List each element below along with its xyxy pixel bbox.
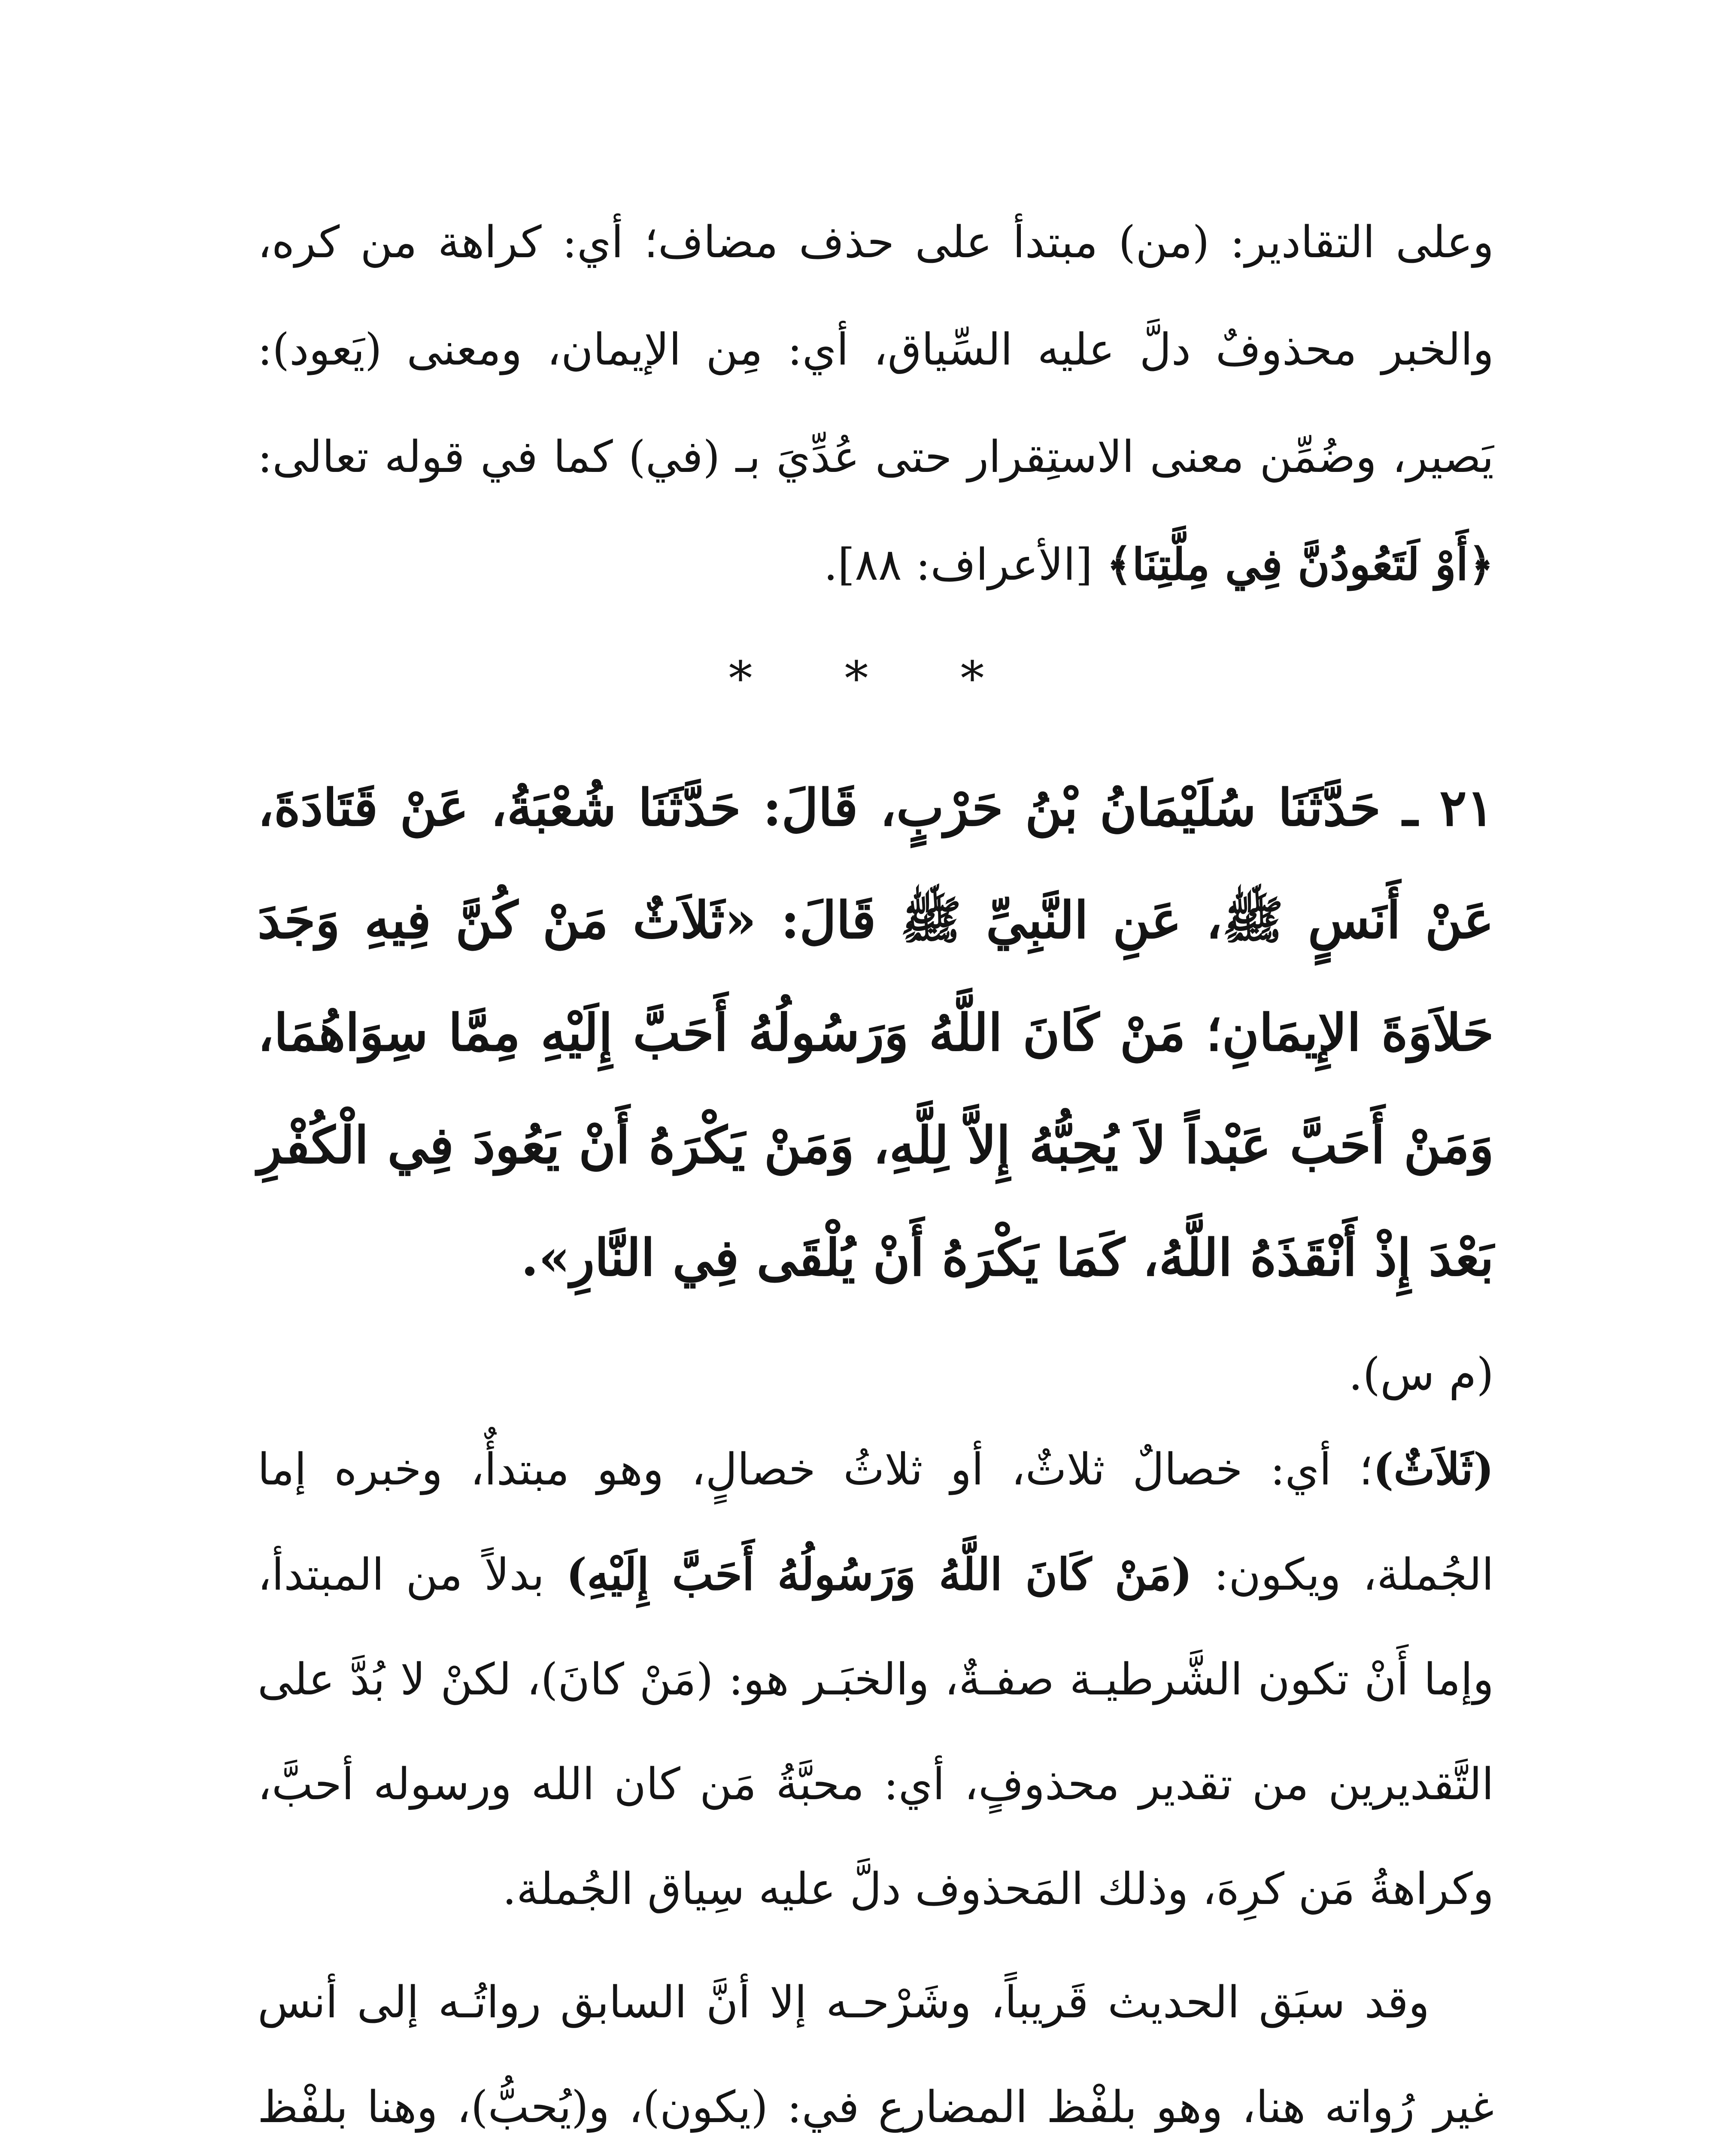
commentary-text-b: بدلاً من المبتدأ، وإما أَنْ تكون الشَّرطيـة صفـةٌ، والخبَـر هو: (مَنْ كانَ)، لكنْ لا بُدَّ على التَّقديرين من تقدير محذوفٍ، أي: محبَّةُ مَن كان الله ورسوله أحبَّ، وكراهةُ مَن كرِهَ، وذلك المَحذوف دلَّ عليه سِياق الجُملة. <box>258 1549 1494 1915</box>
commentary-term: (ثَلاَثٌ) <box>1373 1444 1494 1495</box>
commentary-block <box>258 1417 1494 2147</box>
commentary-paragraph-2: وقد سبَق الحديث قَريباً، وشَرْحـه إلا أنَّ السابق رواتُـه إلى أنس غير رُواته هنا، وهو بلفْظ المضارع في: (يكون)، و(يُحبُّ)، وهنا بلفْظ <box>258 1977 1494 2133</box>
commentary-text-a: ؛ أي: خصالٌ ثلاثٌ، أو ثلاثُ خصالٍ، وهو مبتدأٌ، وخبره إما الجُملة، ويكون: <box>258 1444 1494 1600</box>
source-text: (م س). <box>1348 1348 1494 1400</box>
hadith-text: ٢١ ـ حَدَّثَنَا سُلَيْمَانُ بْنُ حَرْبٍ، قَالَ: حَدَّثَنَا شُعْبَةُ، عَنْ قَتَادَةَ، عَنْ أَنَسٍ ﷺ، عَنِ النَّبِيِّ ﷺ قَالَ: «ثَلاَثٌ مَنْ كُنَّ فِيهِ وَجَدَ حَلاَوَةَ الإِيمَانِ؛ مَنْ كَانَ اللَّهُ وَرَسُولُهُ أَحَبَّ إِلَيْهِ مِمَّا سِوَاهُمَا، وَمَنْ أَحَبَّ عَبْداً لاَ يُحِبُّهُ إِلاَّ لِلَّهِ، وَمَنْ يَكْرَهُ أَنْ يَعُودَ فِي الْكُفْرِ بَعْدَ إِذْ أَنْقَذَهُ اللَّهُ، كَمَا يَكْرَهُ أَنْ يُلْقَى فِي النَّارِ». <box>258 778 1494 1287</box>
section-separator: * * * <box>728 651 1023 706</box>
source-note <box>258 1331 1494 1417</box>
intro-text: وعلى التقادير: (من) مبتدأ على حذف مضاف؛ أي: كراهة من كره، والخبر محذوفٌ دلَّ عليه السِّياق، أي: مِن الإيمان، ومعنى (يَعود): يَصير، وضُمِّن معنى الاستِقرار حتى عُدِّيَ بـ (في) كما في قوله تعالى: <box>258 217 1494 483</box>
commentary-intro <box>258 189 1494 619</box>
quran-reference: [الأعراف: ٨٨]. <box>823 539 1093 590</box>
hadith-block <box>258 751 1494 1314</box>
commentary-paragraph-1 <box>258 1417 1494 1942</box>
commentary-quote: (مَنْ كَانَ اللَّهُ وَرَسُولُهُ أَحَبَّ إِلَيْهِ) <box>566 1549 1193 1600</box>
intro-paragraph <box>258 189 1494 619</box>
quran-verse: ﴿أَوْ لَتَعُودُنَّ فِي مِلَّتِنَا﴾ <box>1106 539 1494 590</box>
